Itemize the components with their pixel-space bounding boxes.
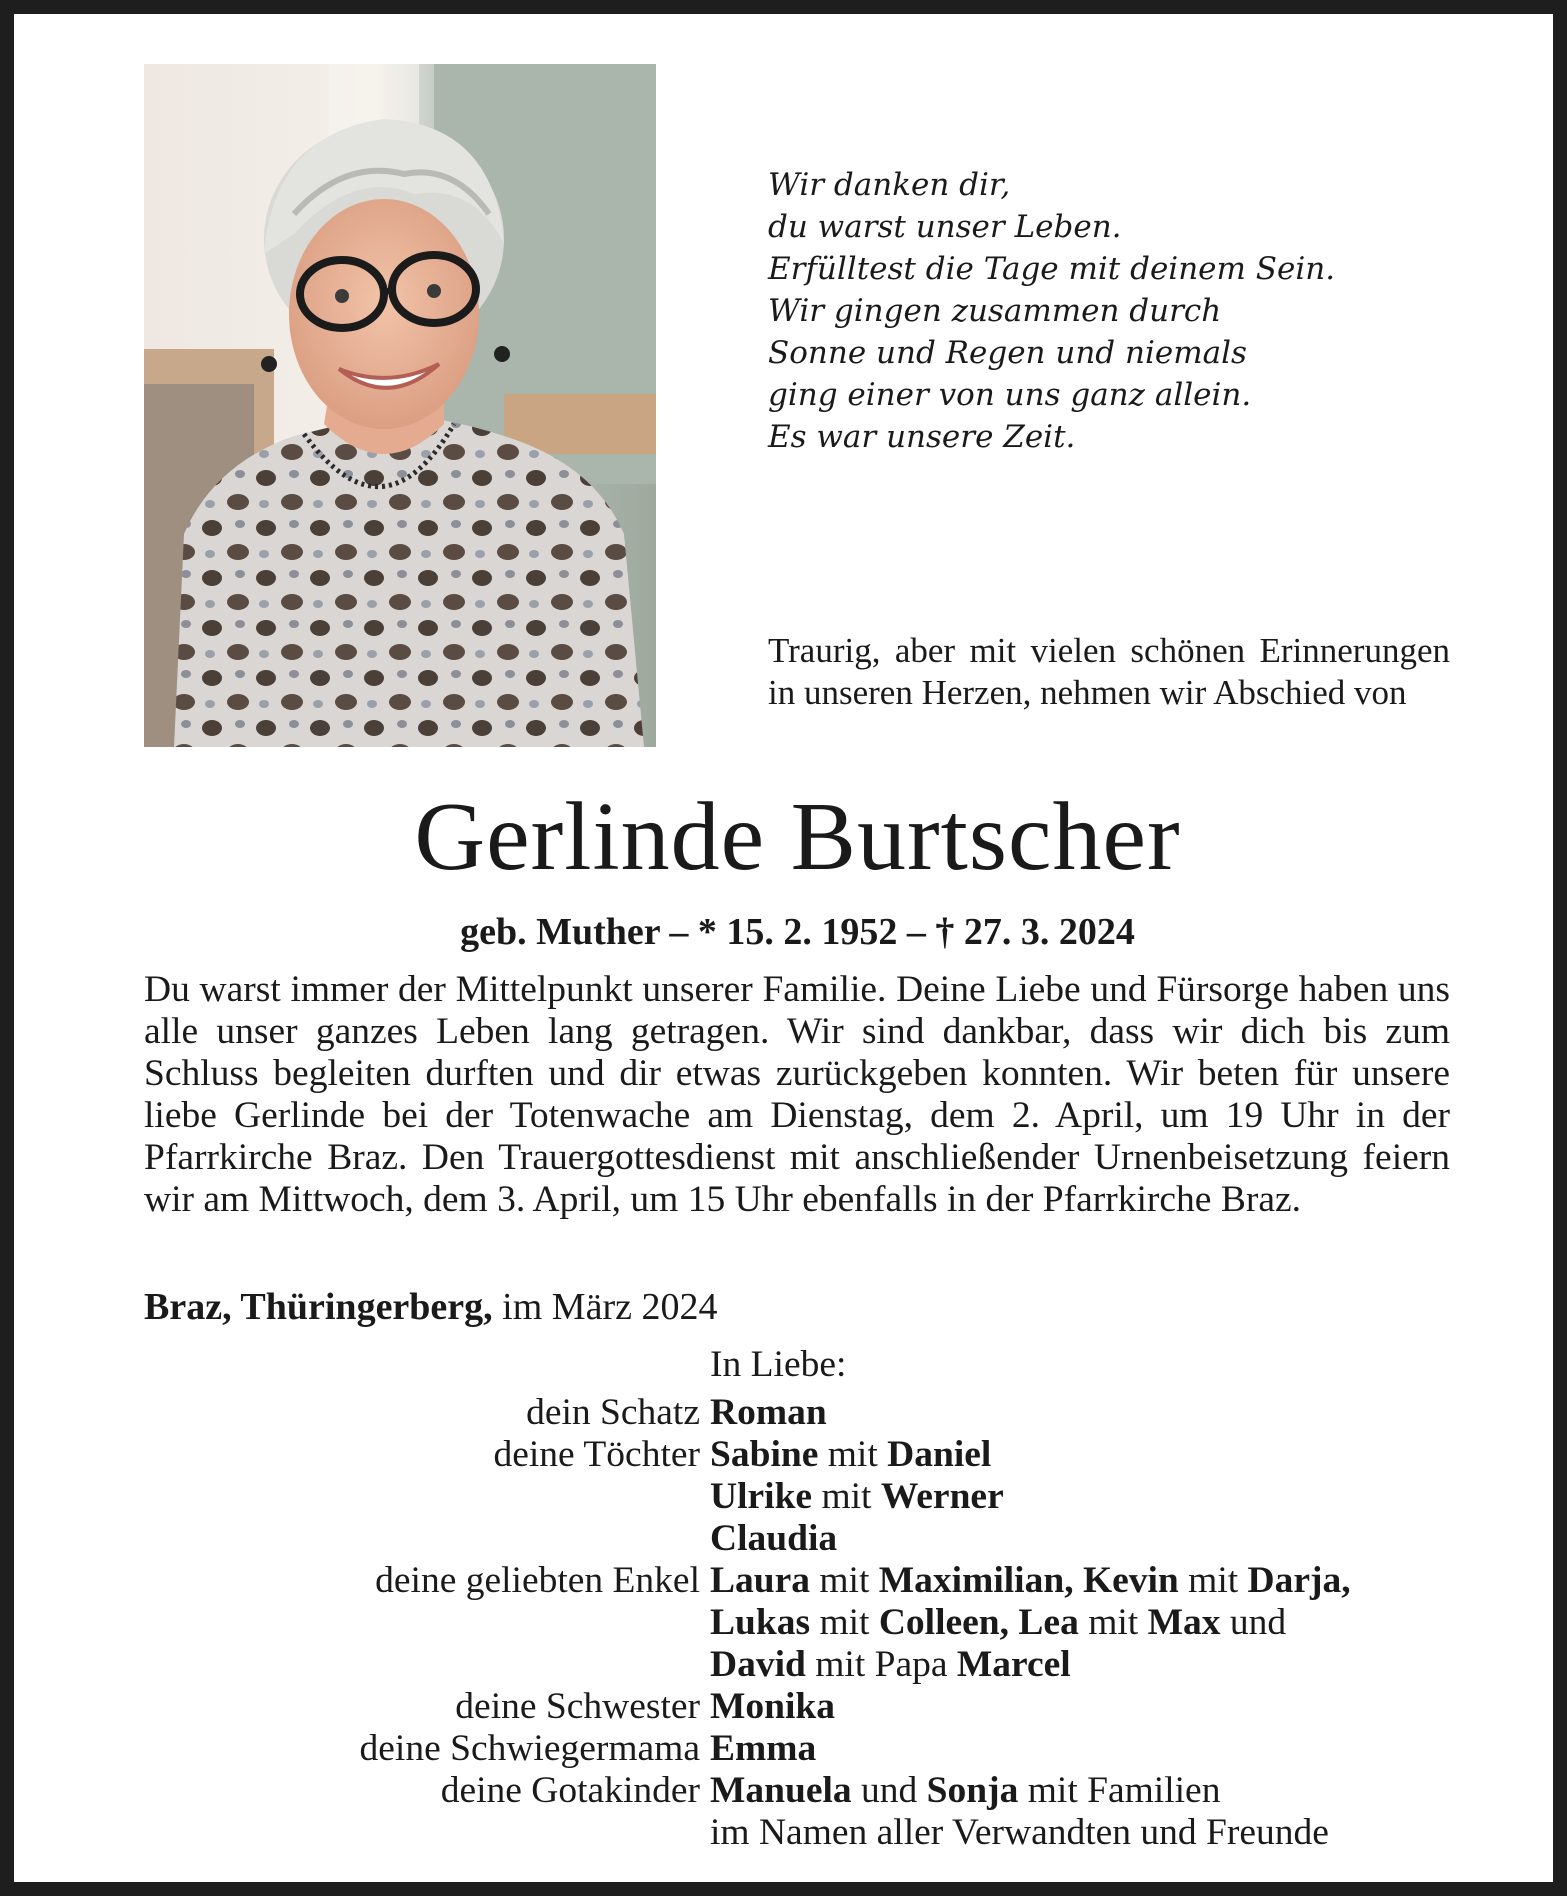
mourner-connector: mit Papa	[805, 1644, 957, 1685]
mourner-row	[144, 1770, 1464, 1812]
mourner-name: Sabine	[710, 1434, 819, 1475]
mourner-connector: und	[851, 1770, 927, 1811]
mourner-names	[710, 1434, 1464, 1476]
mourner-connector: und	[1220, 1602, 1287, 1643]
mourner-connector: mit	[1178, 1560, 1248, 1601]
mourner-name: Ulrike	[710, 1476, 813, 1517]
mourner-name: Roman	[710, 1392, 827, 1433]
mourner-names	[710, 1728, 1464, 1770]
mourner-name: Lukas	[710, 1602, 811, 1643]
mourner-row	[144, 1686, 1464, 1728]
mourner-name: Werner	[880, 1476, 1004, 1517]
mourner-name: Colleen, Lea	[878, 1602, 1079, 1643]
mourner-rows	[144, 1392, 1464, 1854]
mourner-names	[710, 1644, 1464, 1686]
mourner-names	[710, 1602, 1464, 1644]
mourner-row	[144, 1644, 1464, 1686]
obituary-message: Du warst immer der Mittelpunkt unserer Familie. Deine Liebe und Fürsorge haben uns alle unser ganzes Leben lang getragen. Wir sind dankbar, dass wir dich bis zum Schluss begleiten durften und dir etwas zurückgeben konnten. Wir beten für unsere liebe Gerlinde bei der Totenwache am Dienstag, dem 2. April, um 19 Uhr in der Pfarrkirche Braz. Den Trauergottesdienst mit anschließender Urnenbeisetzung feiern wir am Mittwoch, dem 3. April, um 15 Uhr ebenfalls in der Pfarrkirche Braz.	[144, 969, 1450, 1220]
mourner-connector: mit	[1078, 1602, 1148, 1643]
portrait-image	[144, 64, 656, 747]
mourner-name: Monika	[710, 1686, 836, 1727]
mourner-relation: deine geliebten Enkel	[375, 1560, 700, 1601]
mourner-names	[710, 1560, 1464, 1602]
mourner-row	[144, 1812, 1464, 1854]
mourner-name: Marcel	[956, 1644, 1071, 1685]
mourner-relation: deine Schwiegermama	[359, 1728, 700, 1769]
mourner-names	[710, 1812, 1464, 1854]
mourner-row	[144, 1476, 1464, 1518]
mourner-relation: dein Schatz	[526, 1392, 700, 1433]
mourner-row	[144, 1392, 1464, 1434]
mourner-names	[710, 1770, 1464, 1812]
mourner-connector: mit	[810, 1560, 879, 1601]
deceased-name: Gerlinde Burtscher	[414, 783, 1181, 891]
mourner-name: Darja,	[1247, 1560, 1351, 1601]
mourner-connector: mit	[812, 1476, 881, 1517]
mourner-name: Emma	[710, 1728, 817, 1769]
mourner-names	[710, 1686, 1464, 1728]
mourner-row	[144, 1728, 1464, 1770]
poem-verse: Wir danken dir, du warst unser Leben. Erfülltest die Tage mit deinem Sein. Wir gingen zusammen durch Sonne und Regen und niemals ging einer von uns ganz allein. Es war unsere Zeit.	[768, 167, 1336, 455]
mourner-connector: mit	[810, 1602, 879, 1643]
mourner-name: Laura	[710, 1560, 811, 1601]
mourner-row	[144, 1560, 1464, 1602]
mourner-name: Daniel	[887, 1434, 992, 1475]
mourner-connector: im Namen aller Verwandten und Freunde	[710, 1812, 1329, 1853]
portrait-photo	[144, 64, 656, 747]
mourner-name: Max	[1147, 1602, 1221, 1643]
mourner-name: Claudia	[710, 1518, 838, 1559]
mourner-relation	[144, 1812, 710, 1854]
intro-text: Traurig, aber mit vielen schönen Erinnerungen in unseren Herzen, nehmen wir Abschied von	[768, 631, 1450, 712]
mourner-names	[710, 1518, 1464, 1560]
mourner-relation	[144, 1602, 710, 1644]
mourner-row	[144, 1518, 1464, 1560]
birth-death-dates: geb. Muther – * 15. 2. 1952 – † 27. 3. 2024	[460, 911, 1135, 953]
mourner-row	[144, 1434, 1464, 1476]
mourner-relation	[144, 1476, 710, 1518]
mourner-name: Maximilian, Kevin	[878, 1560, 1179, 1601]
mourner-relation	[144, 1518, 710, 1560]
mourner-name: Sonja	[926, 1770, 1019, 1811]
mourner-relation: deine Gotakinder	[440, 1770, 700, 1811]
mourner-relation: deine Schwester	[455, 1686, 700, 1727]
mourner-relation	[144, 1644, 710, 1686]
place-date: im März 2024	[492, 1286, 718, 1328]
place-and-date	[144, 1284, 1044, 1330]
mourner-connector: mit	[818, 1434, 888, 1475]
mourner-names	[710, 1476, 1464, 1518]
mourner-connector: mit Familien	[1018, 1770, 1221, 1811]
mourner-name: Manuela	[710, 1770, 852, 1811]
mourners-list	[144, 1344, 1464, 1854]
place-names: Braz, Thüringerberg,	[144, 1286, 493, 1328]
mourner-relation: deine Töchter	[493, 1434, 700, 1475]
mourner-row	[144, 1602, 1464, 1644]
mourner-names	[710, 1392, 1464, 1434]
mourner-name: David	[710, 1644, 806, 1685]
mourners-intro: In Liebe:	[710, 1344, 847, 1385]
